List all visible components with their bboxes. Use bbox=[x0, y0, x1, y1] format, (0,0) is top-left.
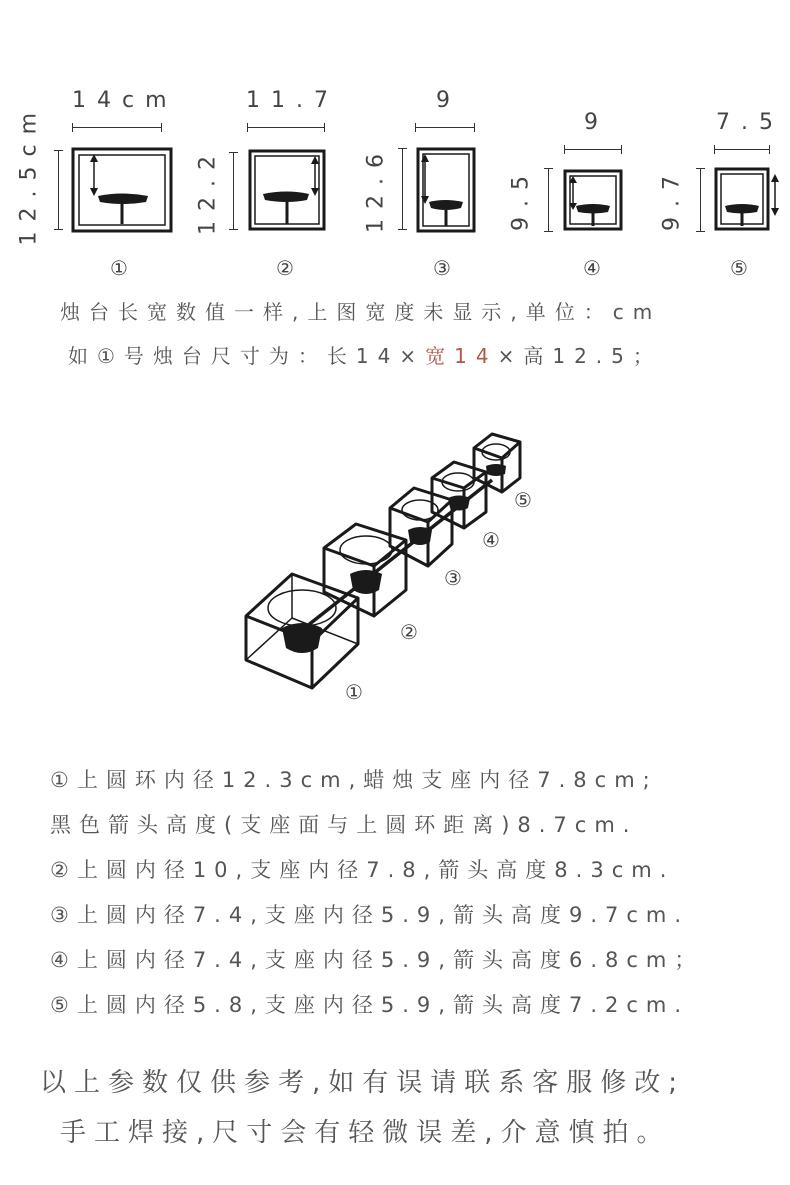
height-label-2: 12.2 bbox=[195, 146, 221, 235]
holder-number-5: ⑤ bbox=[730, 256, 748, 280]
height-dimension-line-3 bbox=[402, 148, 403, 230]
candle-holder-set-illustration bbox=[230, 420, 550, 710]
illustration-number-3: ③ bbox=[444, 566, 462, 590]
width-label-3: 9 bbox=[436, 88, 461, 113]
spec-line: 黑色箭头高度(支座面与上圆环距离)8.7cm. bbox=[50, 813, 638, 837]
height-dimension-line-2 bbox=[233, 152, 234, 230]
example-note-pre: 如①号烛台尺寸为：长14× bbox=[68, 344, 426, 368]
height-dimension-line-4 bbox=[548, 168, 549, 232]
holder-number-3: ③ bbox=[433, 256, 451, 280]
height-label-1: 12.5cm bbox=[16, 102, 42, 246]
holder-number-2: ② bbox=[276, 256, 294, 280]
unit-note: 烛台长宽数值一样,上图宽度未显示,单位：cm bbox=[60, 300, 662, 324]
height-label-4: 9.5 bbox=[508, 166, 534, 231]
candle-holder-front-3 bbox=[415, 146, 477, 234]
holder-number-1: ① bbox=[110, 256, 128, 280]
width-dimension-line-3 bbox=[415, 127, 475, 128]
example-note-highlight: 宽14 bbox=[425, 344, 498, 368]
width-label-1: 14cm bbox=[72, 88, 178, 113]
candle-holder-front-5 bbox=[713, 166, 781, 232]
height-label-5: 9.7 bbox=[659, 166, 685, 231]
candle-holder-front-2 bbox=[247, 148, 327, 232]
height-dimension-line-1 bbox=[58, 150, 59, 230]
width-label-4: 9 bbox=[584, 110, 609, 135]
illustration-number-2: ② bbox=[400, 620, 418, 644]
spec-line: ①上圆环内径12.3cm,蜡烛支座内径7.8cm; bbox=[50, 768, 658, 792]
height-dimension-line-5 bbox=[700, 168, 701, 232]
width-label-5: 7.5 bbox=[716, 110, 784, 135]
width-label-2: 11.7 bbox=[246, 88, 339, 113]
example-note-post: ×高12.5； bbox=[497, 344, 662, 368]
candle-holder-front-1 bbox=[70, 146, 174, 234]
disclaimer-line-1: 以上参数仅供参考,如有误请联系客服修改; bbox=[40, 1068, 686, 1098]
height-label-3: 12.6 bbox=[363, 144, 389, 233]
illustration-number-5: ⑤ bbox=[514, 488, 532, 512]
holder-number-4: ④ bbox=[583, 256, 601, 280]
spec-line: ③上圆内径7.4,支座内径5.9,箭头高度9.7cm. bbox=[50, 903, 690, 927]
example-note bbox=[68, 340, 662, 369]
candle-holder-front-4 bbox=[562, 168, 624, 232]
illustration-number-1: ① bbox=[345, 680, 363, 704]
width-dimension-line-4 bbox=[564, 149, 622, 150]
disclaimer-line-2: 手工焊接,尺寸会有轻微误差,介意慎拍。 bbox=[60, 1118, 671, 1148]
spec-line: ④上圆内径7.4,支座内径5.9,箭头高度6.8cm； bbox=[50, 948, 704, 972]
width-dimension-line-5 bbox=[714, 149, 770, 150]
width-dimension-line-2 bbox=[247, 127, 325, 128]
spec-line: ⑤上圆内径5.8,支座内径5.9,箭头高度7.2cm. bbox=[50, 993, 690, 1017]
width-dimension-line-1 bbox=[72, 127, 162, 128]
illustration-number-4: ④ bbox=[482, 528, 500, 552]
spec-line: ②上圆内径10,支座内径7.8,箭头高度8.3cm. bbox=[50, 858, 675, 882]
